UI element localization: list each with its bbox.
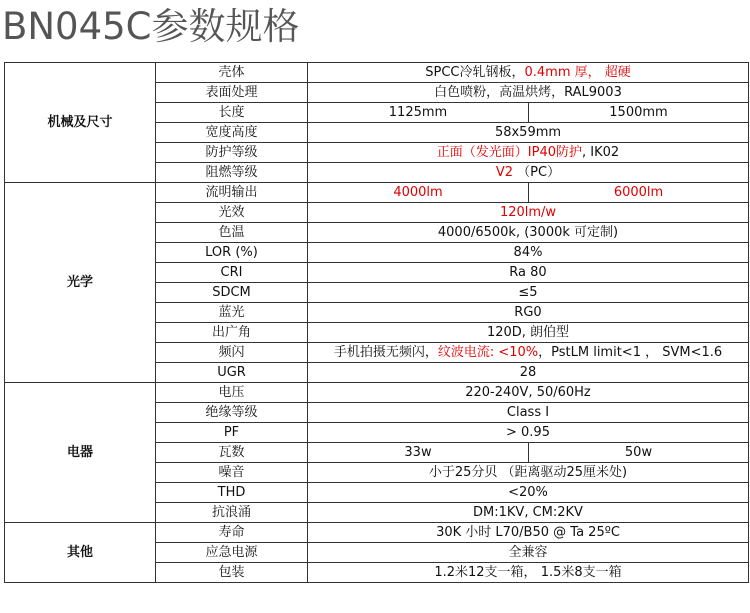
param-name-cell: 表面处理 <box>156 83 308 103</box>
value-text: 1.2米12支一箱， 1.5米8支一箱 <box>434 565 622 580</box>
param-value-cell <box>529 443 749 463</box>
param-name-cell: 色温 <box>156 223 308 243</box>
value-text: 220-240V, 50/60Hz <box>465 385 591 400</box>
value-text: 全兼容 <box>508 545 548 560</box>
table-row <box>5 523 749 543</box>
param-name-cell: 噪音 <box>156 463 308 483</box>
param-value-cell <box>308 523 749 543</box>
value-text: 白色喷粉，高温烘烤，RAL9003 <box>434 85 622 100</box>
param-value-cell <box>308 63 749 83</box>
param-value-cell <box>308 123 749 143</box>
value-text: 小于25分贝 （距离驱动25厘米处) <box>428 465 628 480</box>
param-value-cell <box>308 283 749 303</box>
param-name-cell: 频闪 <box>156 343 308 363</box>
value-text: 正面（发光面）IP40防护 <box>436 145 583 160</box>
value-text: > 0.95 <box>506 425 550 440</box>
param-value-cell <box>308 303 749 323</box>
value-text: 33w <box>404 445 432 460</box>
param-name-cell: 壳体 <box>156 63 308 83</box>
category-cell: 机械及尺寸 <box>5 63 156 183</box>
category-cell: 电器 <box>5 383 156 523</box>
param-name-cell: 电压 <box>156 383 308 403</box>
value-text: , IK02 <box>582 145 620 160</box>
param-name-cell: 绝缘等级 <box>156 403 308 423</box>
param-name-cell: UGR <box>156 363 308 383</box>
param-value-cell <box>308 163 749 183</box>
param-name-cell: THD <box>156 483 308 503</box>
param-name-cell: 出广角 <box>156 323 308 343</box>
param-value-cell <box>308 443 529 463</box>
param-value-cell <box>529 103 749 123</box>
param-name-cell: 光效 <box>156 203 308 223</box>
value-text: 纹波电流: <10% <box>437 345 539 360</box>
param-name-cell: 瓦数 <box>156 443 308 463</box>
value-text: 28 <box>519 365 537 380</box>
param-name-cell: 流明输出 <box>156 183 308 203</box>
param-name-cell: SDCM <box>156 283 308 303</box>
param-value-cell <box>308 483 749 503</box>
param-name-cell: 长度 <box>156 103 308 123</box>
param-value-cell <box>308 403 749 423</box>
table-row <box>5 183 749 203</box>
param-name-cell: 阻燃等级 <box>156 163 308 183</box>
param-value-cell <box>308 143 749 163</box>
spec-table-body <box>5 63 749 583</box>
param-value-cell <box>308 543 749 563</box>
value-text: ，PstLM limit<1 ， SVM<1.6 <box>538 345 723 360</box>
param-name-cell: CRI <box>156 263 308 283</box>
value-text: Ra 80 <box>509 265 547 280</box>
param-value-cell <box>308 243 749 263</box>
param-value-cell <box>308 463 749 483</box>
param-value-cell <box>308 503 749 523</box>
value-text: ≤5 <box>518 285 538 300</box>
value-text: 120lm/w <box>499 205 557 220</box>
category-cell: 光学 <box>5 183 156 383</box>
value-text: 30K 小时 L70/B50 @ Ta 25ºC <box>436 525 620 540</box>
spec-table <box>4 62 749 583</box>
param-name-cell: 抗浪涌 <box>156 503 308 523</box>
param-value-cell <box>308 103 529 123</box>
value-text: 1500mm <box>609 105 668 120</box>
value-text: RG0 <box>514 305 542 320</box>
value-text: SPCC冷轧钢板， <box>425 65 525 80</box>
param-value-cell <box>529 183 749 203</box>
param-name-cell: 应急电源 <box>156 543 308 563</box>
table-row <box>5 63 749 83</box>
param-value-cell <box>308 423 749 443</box>
value-text: <20% <box>508 485 548 500</box>
value-text: 84% <box>513 245 543 260</box>
value-text: 4000/6500k, (3000k 可定制) <box>437 225 619 240</box>
param-name-cell: 防护等级 <box>156 143 308 163</box>
category-cell: 其他 <box>5 523 156 583</box>
value-text: 120D, 朗伯型 <box>486 325 570 340</box>
param-name-cell: 蓝光 <box>156 303 308 323</box>
value-text: 1125mm <box>388 105 448 120</box>
param-name-cell: 包装 <box>156 563 308 583</box>
param-value-cell <box>308 203 749 223</box>
value-text: 50w <box>624 445 653 460</box>
param-value-cell <box>308 323 749 343</box>
value-text: DM:1KV, CM:2KV <box>473 505 583 520</box>
param-value-cell <box>308 363 749 383</box>
value-text: 0.4mm 厚， 超硬 <box>524 65 631 80</box>
value-text: V2 <box>495 165 514 180</box>
param-value-cell <box>308 383 749 403</box>
param-value-cell <box>308 263 749 283</box>
param-value-cell <box>308 223 749 243</box>
param-name-cell: 寿命 <box>156 523 308 543</box>
param-value-cell <box>308 343 749 363</box>
value-text: （PC） <box>513 165 561 180</box>
param-name-cell: 宽度高度 <box>156 123 308 143</box>
value-text: 58x59mm <box>494 125 562 140</box>
param-value-cell <box>308 183 529 203</box>
param-name-cell: PF <box>156 423 308 443</box>
page-title: BN045C参数规格 <box>2 5 300 48</box>
value-text: Class I <box>506 405 550 420</box>
value-text: 4000lm <box>393 185 443 200</box>
table-row <box>5 383 749 403</box>
value-text: 手机拍摄无频闪， <box>333 345 438 360</box>
param-value-cell <box>308 563 749 583</box>
param-name-cell: LOR (%) <box>156 243 308 263</box>
value-text: 6000lm <box>613 185 664 200</box>
param-value-cell <box>308 83 749 103</box>
